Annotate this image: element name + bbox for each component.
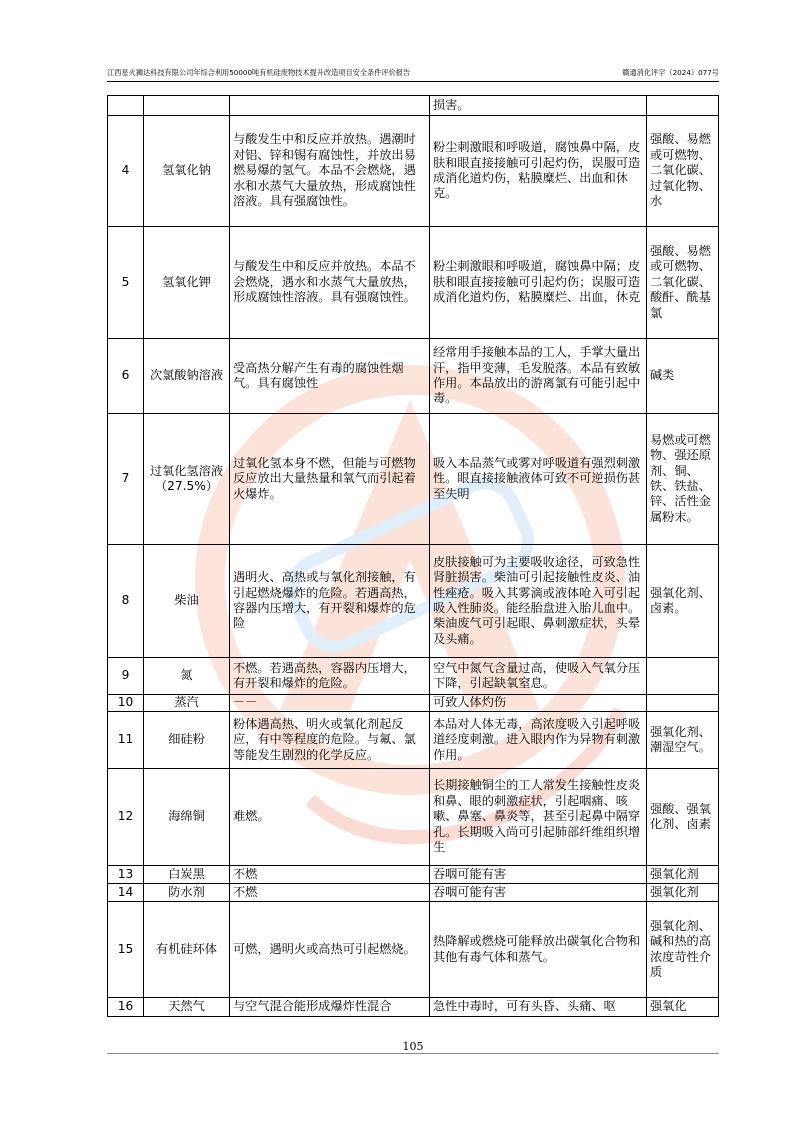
row-number: 15	[108, 902, 144, 998]
header-report-title: 江西星火狮达科技有限公司年综合利用50000吨有机硅废物技术提升改造项目安全条件评价报告	[107, 68, 411, 77]
footer-divider	[107, 1053, 719, 1054]
health-hazard: 长期接触铜尘的工人常发生接触性皮炎和鼻、眼的刺激症状，引起咽痛、咳嗽、鼻塞、鼻炎等，甚至引起鼻中隔穿孔。长期吸入尚可引起肺部纤维组织增生	[430, 769, 647, 866]
table-row	[108, 414, 719, 545]
substance-name: 氢氧化钾	[144, 227, 230, 339]
incompatible-materials: 易燃或可燃物、强还原剂、铜、铁、铁盐、锌、活性金属粉末。	[647, 414, 719, 545]
fire-explosion-hazard: 与酸发生中和反应并放热。本品不会燃烧，遇水和水蒸气大量放热，形成腐蚀性溶液。具有强腐蚀性。	[230, 227, 430, 339]
health-hazard: 皮肤接触可为主要吸收途径，可致急性肾脏损害。柴油可引起接触性皮炎、油性痤疮。吸入其雾滴或液体呛入可引起吸入性肺炎。能经胎盘进入胎儿血中。柴油废气可引起眼、鼻刺激症状，头晕及头痛。	[430, 545, 647, 658]
row-number: 10	[108, 695, 144, 712]
health-hazard: 经常用手接触本品的工人，手掌大量出汗，指甲变薄，毛发脱落。本品有致敏作用。本品放出的游离氯有可能引起中毒。	[430, 339, 647, 414]
substance-name: 氢氧化钠	[144, 116, 230, 227]
table-row	[108, 227, 719, 339]
substance-name: 有机硅环体	[144, 902, 230, 998]
row-number: 5	[108, 227, 144, 339]
health-hazard: 急性中毒时，可有头昏、头痛、呕	[430, 998, 647, 1017]
table-row	[108, 116, 719, 227]
row-number: 6	[108, 339, 144, 414]
incompatible-materials: 强氧化剂	[647, 866, 719, 884]
incompatible-materials	[647, 695, 719, 712]
health-hazard: 本品对人体无毒，高浓度吸入引起呼吸道经度刺激。进入眼内作为异物有刺激作用。	[430, 712, 647, 769]
health-hazard: 可致人体灼伤	[430, 695, 647, 712]
table-row	[108, 884, 719, 902]
fire-explosion-hazard: 与空气混合能形成爆炸性混合	[230, 998, 430, 1017]
health-hazard: 吞咽可能有害	[430, 884, 647, 902]
substance-name: 次氯酸钠溶液	[144, 339, 230, 414]
row-number: 16	[108, 998, 144, 1017]
table-row	[108, 658, 719, 695]
health-hazard: 损害。	[430, 96, 647, 116]
incompatible-materials: 强酸、易燃或可燃物、二氧化碳、酸酐、酰基氯	[647, 227, 719, 339]
incompatible-materials: 强氧化剂	[647, 884, 719, 902]
fire-explosion-hazard: 遇明火、高热或与氧化剂接触，有引起燃烧爆炸的危险。若遇高热，容器内压增大，有开裂和爆炸的危险	[230, 545, 430, 658]
fire-explosion-hazard: 可燃，遇明火或高热可引起燃烧。	[230, 902, 430, 998]
row-number: 11	[108, 712, 144, 769]
fire-explosion-hazard: 不燃	[230, 884, 430, 902]
incompatible-materials: 强酸、强氧化剂、卤素	[647, 769, 719, 866]
fire-explosion-hazard: 粉体遇高热、明火或氧化剂起反应，有中等程度的危险。与氟、氯等能发生剧烈的化学反应。	[230, 712, 430, 769]
substance-name: 海绵铜	[144, 769, 230, 866]
header-divider	[107, 81, 719, 82]
substance-name: 蒸汽	[144, 695, 230, 712]
fire-explosion-hazard: 过氧化氢本身不燃，但能与可燃物反应放出大量热量和氧气而引起着火爆炸。	[230, 414, 430, 545]
fire-explosion-hazard: －－	[230, 695, 430, 712]
substance-name: 过氧化氢溶液（27.5%）	[144, 414, 230, 545]
substance-name: 氮	[144, 658, 230, 695]
health-hazard: 空气中氮气含量过高，使吸入气氧分压下降，引起缺氧窒息。	[430, 658, 647, 695]
incompatible-materials: 强氧化剂、潮湿空气。	[647, 712, 719, 769]
page-header	[107, 66, 719, 80]
substance-name	[144, 96, 230, 116]
table-row	[108, 695, 719, 712]
health-hazard: 粉尘刺激眼和呼吸道，腐蚀鼻中隔；皮肤和眼直接接触可引起灼伤；误服可造成消化道灼伤，粘膜糜烂、出血，休克	[430, 227, 647, 339]
fire-explosion-hazard: 不燃	[230, 866, 430, 884]
table-row	[108, 998, 719, 1017]
table-row	[108, 339, 719, 414]
fire-explosion-hazard: 受高热分解产生有毒的腐蚀性烟气。具有腐蚀性	[230, 339, 430, 414]
table-row	[108, 866, 719, 884]
health-hazard: 吸入本品蒸气或雾对呼吸道有强烈刺激性。眼直接接触液体可致不可逆损伤甚至失明	[430, 414, 647, 545]
row-number: 14	[108, 884, 144, 902]
incompatible-materials: 强氧化剂、卤素。	[647, 545, 719, 658]
row-number	[108, 96, 144, 116]
fire-explosion-hazard	[230, 96, 430, 116]
substance-name: 细硅粉	[144, 712, 230, 769]
incompatible-materials: 强氧化剂、碱和热的高浓度苛性介质	[647, 902, 719, 998]
fire-explosion-hazard: 不燃。若遇高热，容器内压增大，有开裂和爆炸的危险。	[230, 658, 430, 695]
table-row	[108, 96, 719, 116]
fire-explosion-hazard: 难燃。	[230, 769, 430, 866]
table-row	[108, 712, 719, 769]
page-number: 105	[402, 1040, 424, 1053]
table-row	[108, 769, 719, 866]
header-report-number: 赣通消化评字（2024）077号	[622, 68, 719, 77]
row-number: 8	[108, 545, 144, 658]
row-number: 12	[108, 769, 144, 866]
health-hazard: 吞咽可能有害	[430, 866, 647, 884]
row-number: 7	[108, 414, 144, 545]
hazard-properties-table	[107, 95, 719, 1017]
health-hazard: 粉尘刺激眼和呼吸道，腐蚀鼻中隔，皮肤和眼直接接触可引起灼伤，误服可造成消化道灼伤，粘膜糜烂、出血和休克。	[430, 116, 647, 227]
incompatible-materials	[647, 96, 719, 116]
substance-name: 天然气	[144, 998, 230, 1017]
incompatible-materials: 强氧化	[647, 998, 719, 1017]
incompatible-materials	[647, 658, 719, 695]
substance-name: 白炭黑	[144, 866, 230, 884]
health-hazard: 热降解或燃烧可能释放出碳氧化合物和其他有毒气体和蒸气。	[430, 902, 647, 998]
row-number: 13	[108, 866, 144, 884]
table-row	[108, 545, 719, 658]
table-row	[108, 902, 719, 998]
fire-explosion-hazard: 与酸发生中和反应并放热。遇潮时对铝、锌和锡有腐蚀性，并放出易燃易爆的氢气。本品不会燃烧，遇水和水蒸气大量放热，形成腐蚀性溶液。具有强腐蚀性。	[230, 116, 430, 227]
incompatible-materials: 强酸、易燃或可燃物、二氧化碳、过氧化物、水	[647, 116, 719, 227]
substance-name: 柴油	[144, 545, 230, 658]
substance-name: 防水剂	[144, 884, 230, 902]
row-number: 4	[108, 116, 144, 227]
incompatible-materials: 碱类	[647, 339, 719, 414]
row-number: 9	[108, 658, 144, 695]
